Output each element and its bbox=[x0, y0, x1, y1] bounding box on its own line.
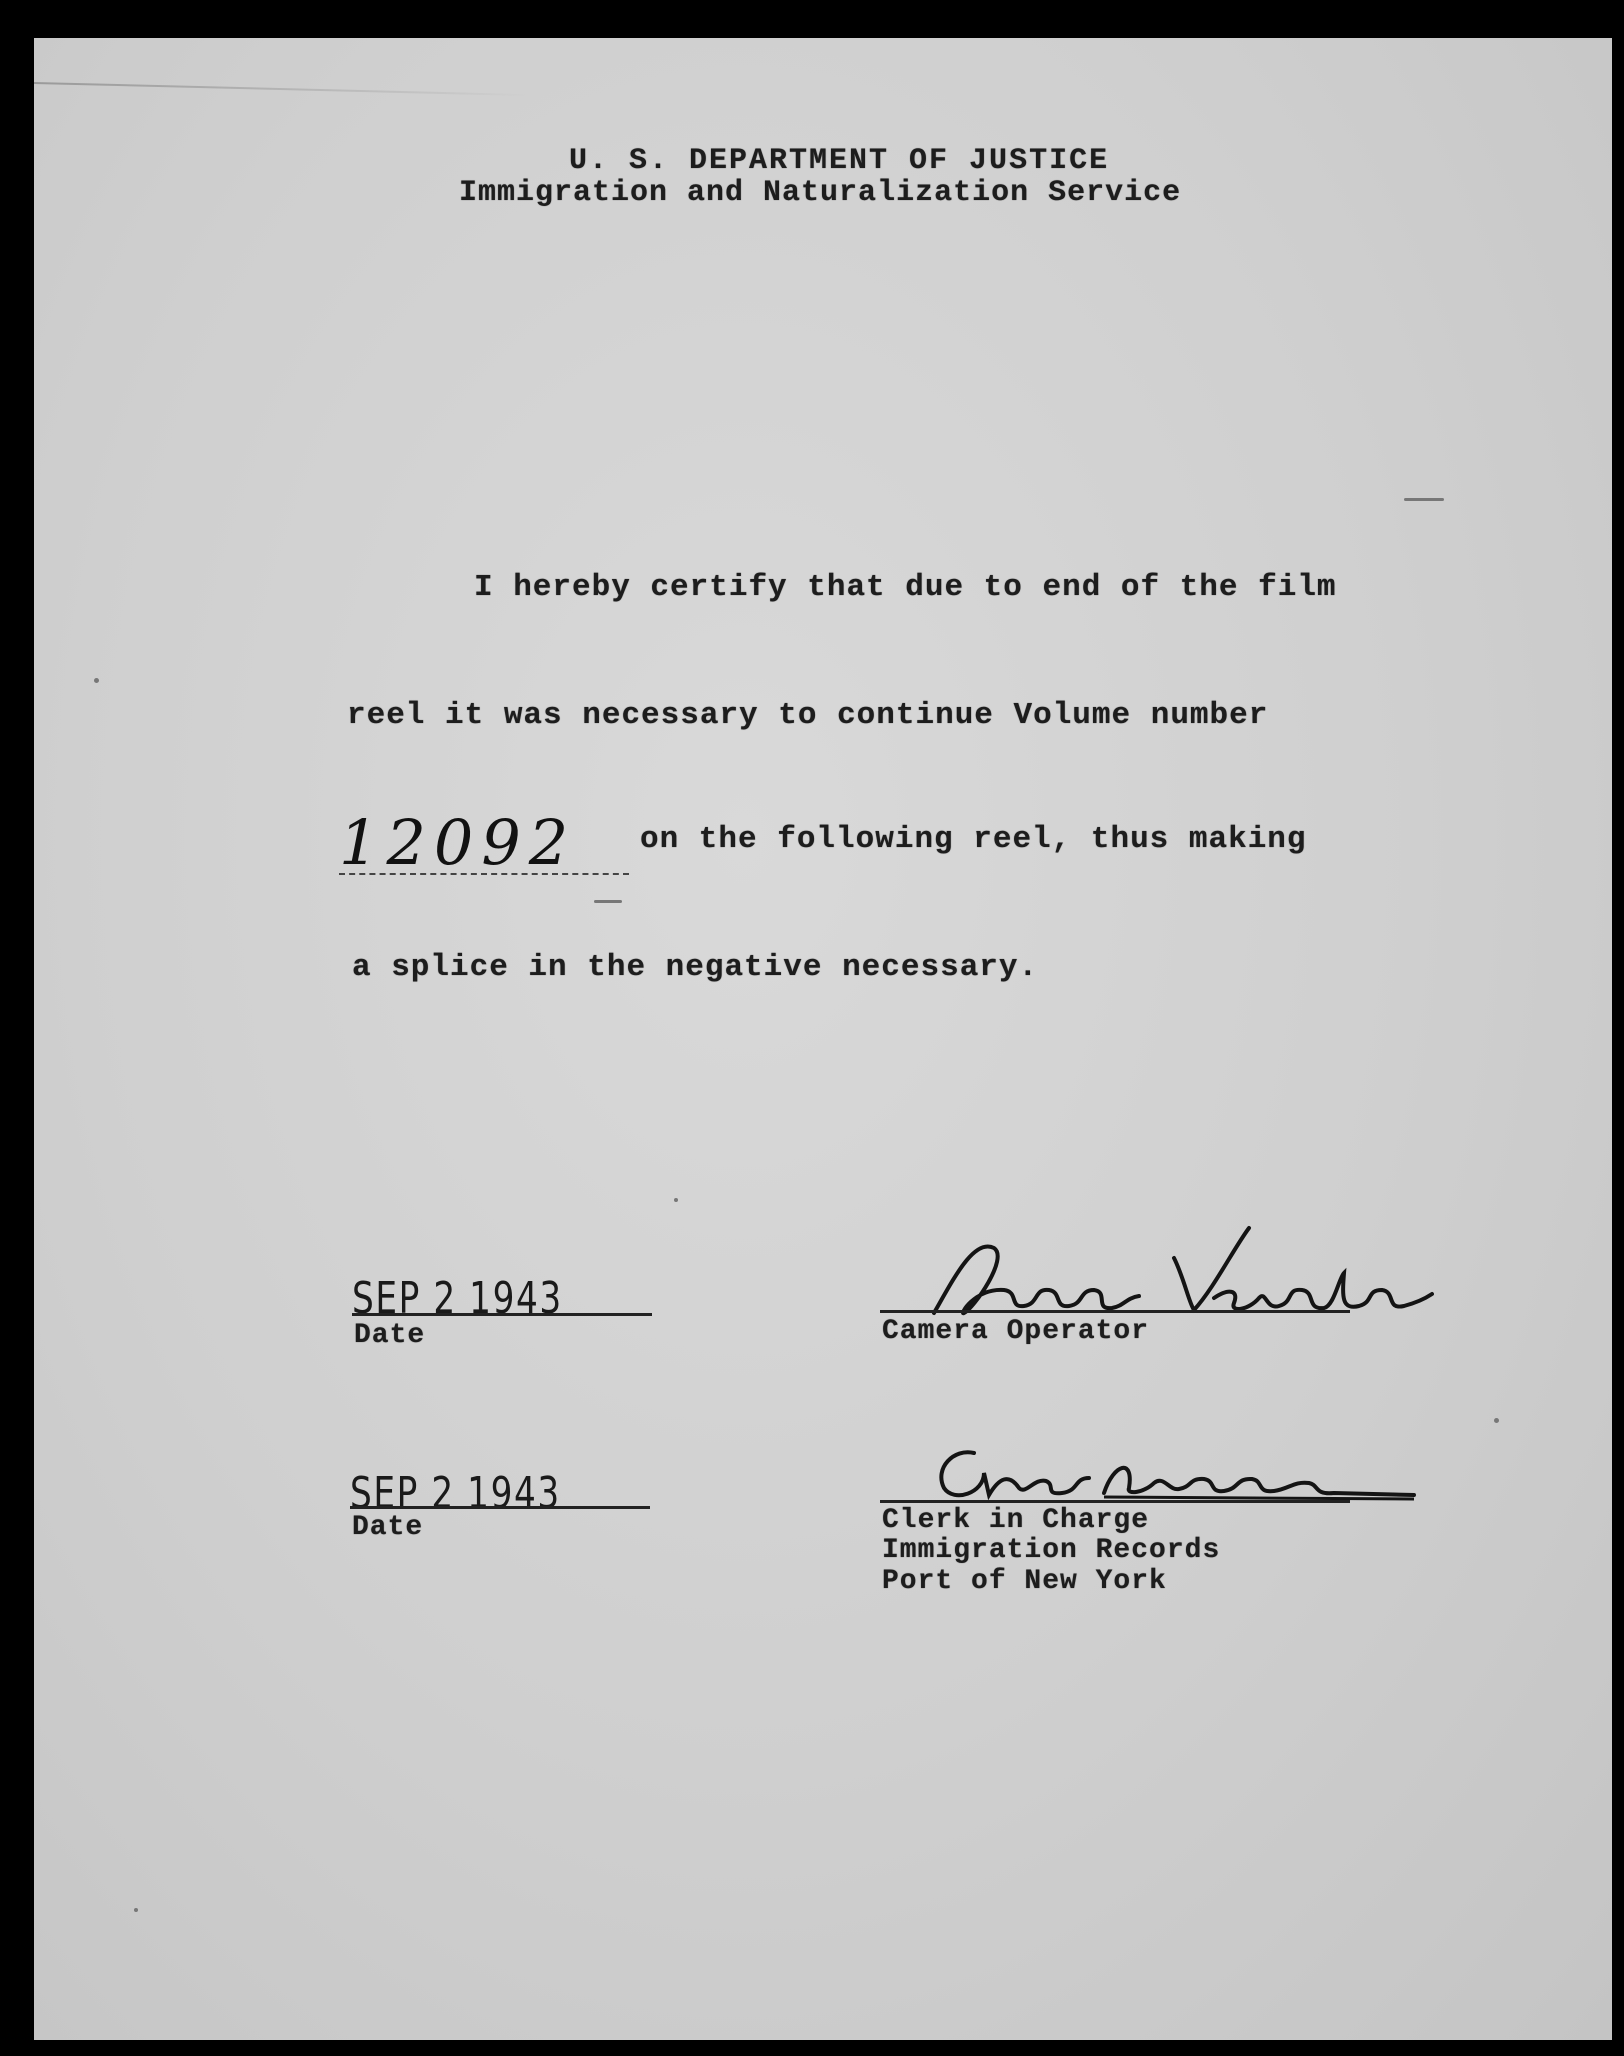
certificate-line-4: a splice in the negative necessary. bbox=[352, 950, 1039, 985]
date-line-camera bbox=[352, 1313, 652, 1316]
film-speck bbox=[674, 1198, 678, 1202]
camera-operator-label: Camera Operator bbox=[882, 1316, 1150, 1347]
department-heading: U. S. DEPARTMENT OF JUSTICE bbox=[569, 144, 1110, 178]
film-speck bbox=[1404, 498, 1444, 501]
clerk-department-label: Immigration Records bbox=[882, 1535, 1221, 1566]
film-speck bbox=[1494, 1418, 1499, 1423]
certificate-line-2: reel it was necessary to continue Volume number bbox=[347, 698, 1269, 733]
date-label-clerk: Date bbox=[352, 1512, 424, 1543]
volume-number-handwritten: 12092 bbox=[339, 806, 577, 879]
signature-line-clerk bbox=[880, 1500, 1350, 1503]
date-line-clerk bbox=[350, 1506, 650, 1509]
date-stamp-camera: SEP 2 1943 bbox=[352, 1273, 563, 1324]
clerk-role-label: Clerk in Charge bbox=[882, 1505, 1150, 1536]
film-speck bbox=[594, 900, 622, 903]
date-stamp-clerk: SEP 2 1943 bbox=[350, 1468, 561, 1519]
certificate-line-3: on the following reel, thus making bbox=[640, 822, 1307, 857]
film-scratch bbox=[34, 82, 534, 96]
volume-number-underline bbox=[339, 873, 629, 875]
clerk-location-label: Port of New York bbox=[882, 1566, 1167, 1597]
date-label-camera: Date bbox=[354, 1320, 426, 1351]
film-speck bbox=[94, 678, 99, 683]
signature-line-camera bbox=[880, 1310, 1350, 1313]
document-page bbox=[34, 38, 1612, 2040]
certificate-line-1: I hereby certify that due to end of the film bbox=[474, 570, 1337, 605]
film-speck bbox=[134, 1908, 138, 1912]
service-heading: Immigration and Naturalization Service bbox=[459, 176, 1182, 210]
